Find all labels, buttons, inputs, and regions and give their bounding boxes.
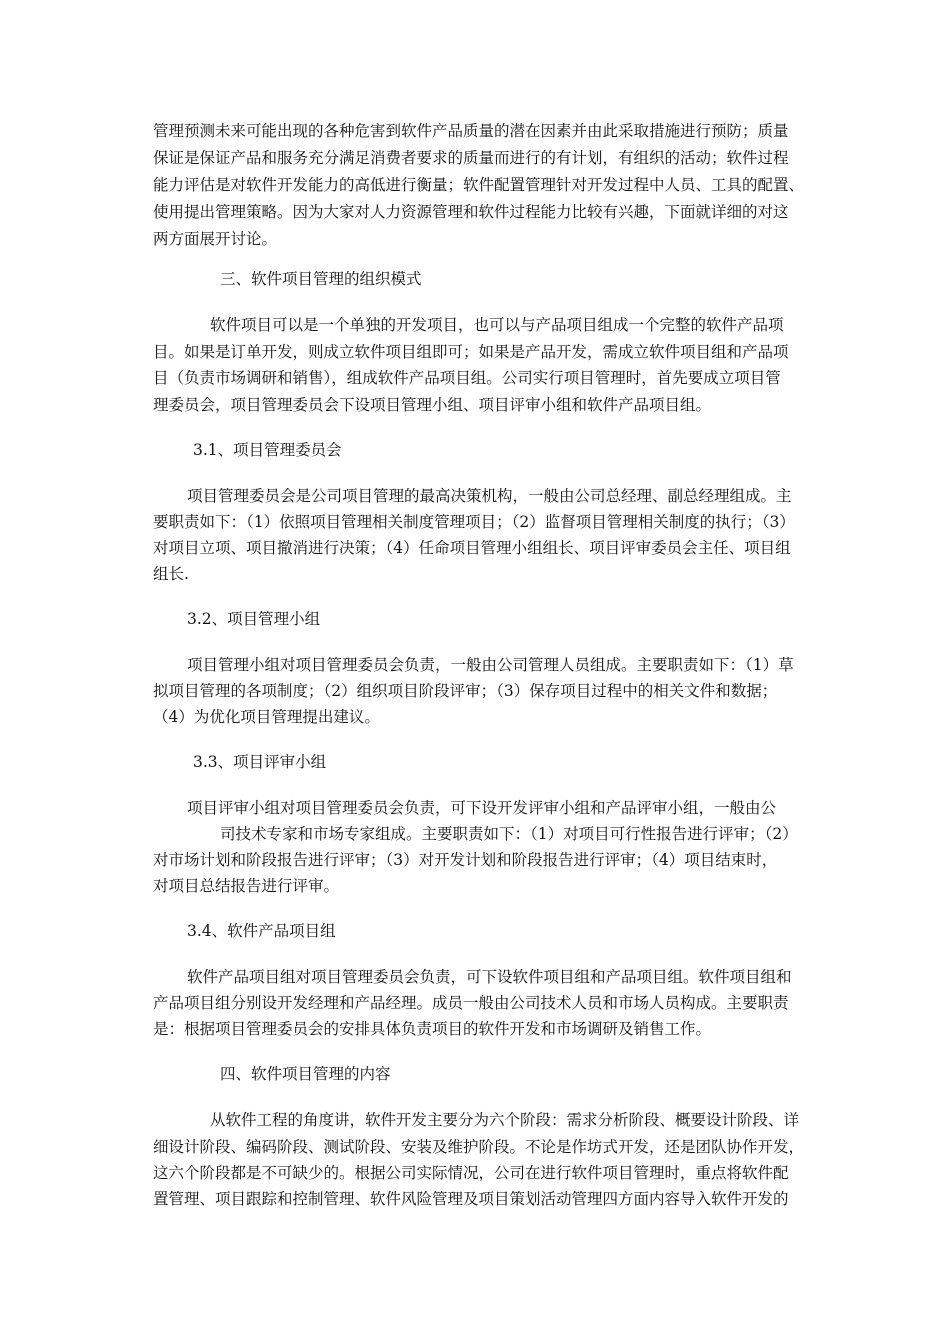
text-line: 对项目立项、项目撤消进行决策；（4）任命项目管理小组组长、项目评审委员会主任、项目组: [153, 539, 791, 557]
text-line: 项目管理委员会是公司项目管理的最高决策机构，一般由公司总经理、副总经理组成。主: [187, 487, 792, 505]
text-line: 能力评估是对软件开发能力的高低进行衡量；软件配置管理针对开发过程中人员、工具的配置、: [153, 176, 805, 194]
text-line: 软件项目可以是一个单独的开发项目，也可以与产品项目组成一个完整的软件产品项: [210, 316, 784, 334]
text-line: 项目评审小组对项目管理委员会负责，可下设开发评审小组和产品评审小组，一般由公: [187, 799, 777, 817]
text-line: 使用提出管理策略。因为大家对人力资源管理和软件过程能力比较有兴趣，下面就详细的对这: [153, 203, 789, 221]
text-line: 置管理、项目跟踪和控制管理、软件风险管理及项目策划活动管理四方面内容导入软件开发的: [153, 1190, 789, 1208]
section-heading: 四、软件项目管理的内容: [220, 1065, 391, 1083]
text-line: 目（负责市场调研和销售），组成软件产品项目组。公司实行项目管理时，首先要成立项目管: [153, 369, 781, 387]
subsection-heading: 3.3、项目评审小组: [193, 753, 327, 771]
subsection-heading: 3.2、项目管理小组: [187, 610, 321, 628]
text-line: 管理预测未来可能出现的各种危害到软件产品质量的潜在因素并由此采取措施进行预防；质量: [153, 122, 789, 140]
text-line: （4）为优化项目管理提出建议。: [153, 708, 380, 726]
text-line: 从软件工程的角度讲，软件开发主要分为六个阶段：需求分析阶段、概要设计阶段、详: [210, 1111, 800, 1129]
text-line: 保证是保证产品和服务充分满足消费者要求的质量而进行的有计划，有组织的活动；软件过程: [153, 149, 789, 167]
text-line: 软件产品项目组对项目管理委员会负责，可下设软件项目组和产品项目组。软件项目组和: [187, 968, 792, 986]
text-line: 组长.: [153, 565, 189, 583]
text-line: 要职责如下：（1）依照项目管理相关制度管理项目；（2）监督项目管理相关制度的执行；（3）: [153, 513, 795, 531]
text-line: 产品项目组分别设开发经理和产品经理。成员一般由公司技术人员和市场人员构成。主要职责: [153, 994, 789, 1012]
text-line: 对市场计划和阶段报告进行评审；（3）对开发计划和阶段报告进行评审；（4）项目结束时，: [153, 851, 778, 869]
subsection-heading: 3.1、项目管理委员会: [193, 441, 342, 459]
text-line: 司技术专家和市场专家组成。主要职责如下：（1）对项目可行性报告进行评审；（2）: [220, 825, 798, 843]
text-line: 是：根据项目管理委员会的安排具体负责项目的软件开发和市场调研及销售工作。: [153, 1020, 712, 1038]
subsection-heading: 3.4、软件产品项目组: [187, 922, 336, 940]
text-line: 理委员会，项目管理委员会下设项目管理小组、项目评审小组和软件产品项目组。: [153, 396, 712, 414]
section-heading: 三、软件项目管理的组织模式: [220, 270, 422, 288]
text-line: 对项目总结报告进行评审。: [153, 877, 340, 895]
text-line: 目。如果是订单开发，则成立软件项目组即可；如果是产品开发，需成立软件项目组和产品项: [153, 343, 789, 361]
text-line: 两方面展开讨论。: [153, 230, 278, 248]
text-line: 项目管理小组对项目管理委员会负责，一般由公司管理人员组成。主要职责如下：（1）草: [187, 656, 794, 674]
text-line: 拟项目管理的各项制度；（2）组织项目阶段评审；（3）保存项目过程中的相关文件和数据；: [153, 682, 778, 700]
text-line: 这六个阶段都是不可缺少的。根据公司实际情况，公司在进行软件项目管理时，重点将软件配: [153, 1164, 789, 1182]
text-line: 细设计阶段、编码阶段、测试阶段、安装及维护阶段。不论是作坊式开发，还是团队协作开发，: [153, 1138, 805, 1156]
